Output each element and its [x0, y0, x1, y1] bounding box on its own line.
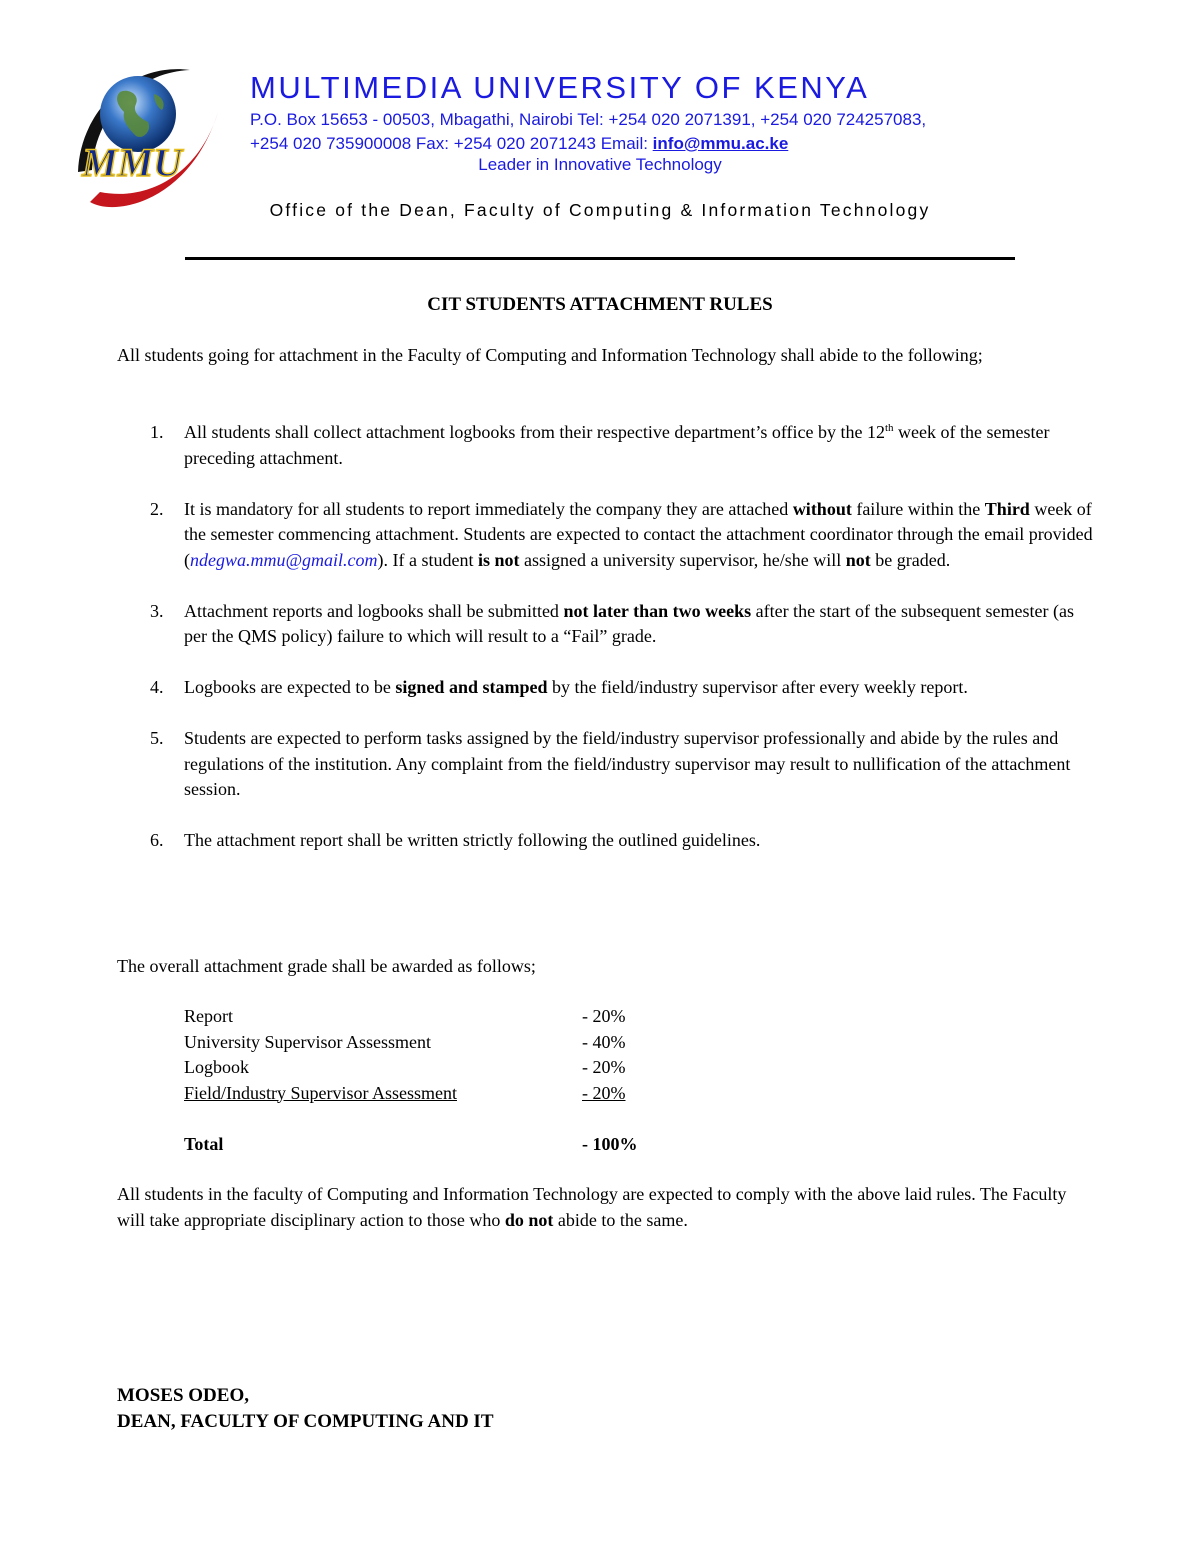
document-title: CIT STUDENTS ATTACHMENT RULES	[427, 294, 773, 315]
grade-value: - 40%	[582, 1031, 626, 1052]
closing-text: All students in the faculty of Computing and Information Technology are expected to comply with the above laid rules. The Faculty will take appropriate disciplinary action to those who	[117, 1184, 1067, 1230]
grade-label: Report	[184, 1006, 233, 1026]
rule-text: assigned a university supervisor, he/she will	[519, 549, 846, 570]
rule-item-1	[117, 420, 1097, 471]
contact-email-link[interactable]: info@mmu.ac.ke	[652, 134, 789, 153]
grade-total-row	[184, 1132, 638, 1158]
rule-item-5	[117, 726, 1097, 803]
rule-text: by the field/industry supervisor after every weekly report.	[547, 677, 968, 697]
rule-number: 3.	[150, 600, 164, 621]
rule-emphasis: not	[845, 549, 871, 570]
rule-text: Logbooks are expected to be	[184, 677, 396, 697]
rule-text: ). If a student	[377, 549, 479, 570]
grade-row	[184, 1081, 638, 1107]
rule-item-4	[117, 675, 1097, 701]
rule-superscript: th	[884, 422, 894, 434]
closing-text: abide to the same.	[553, 1209, 688, 1230]
signer-title: DEAN, FACULTY OF COMPUTING AND IT	[117, 1411, 494, 1432]
rule-emphasis: without	[792, 498, 852, 519]
grade-row	[184, 1055, 638, 1081]
signature-block	[117, 1383, 494, 1435]
grade-spacer	[184, 1106, 638, 1132]
contact-block	[250, 108, 926, 156]
signer-name: MOSES ODEO,	[117, 1385, 249, 1406]
logo-text: MMU	[82, 140, 183, 185]
office-line: Office of the Dean, Faculty of Computing & Information Technology	[269, 200, 931, 220]
closing-emphasis: do not	[504, 1209, 554, 1230]
rule-text: be graded.	[870, 549, 951, 570]
contact-line-1: P.O. Box 15653 - 00503, Mbagathi, Nairobi Tel: +254 020 2071391, +254 020 724257083,	[250, 110, 927, 129]
rule-emphasis: Third	[984, 498, 1030, 519]
rule-text: week of the semester commencing attachment. Students are expected to contact the attachment coordinator through the email provided (	[184, 498, 1093, 570]
rule-text: Students are expected to perform tasks assigned by the field/industry supervisor professionally and abide by the rules and regulations of the institution. Any complaint from the field/industry supervisor may result to nullification of the attachment session.	[184, 728, 1071, 799]
rule-emphasis: is not	[478, 549, 520, 570]
rule-item-2	[117, 497, 1097, 574]
university-logo	[70, 52, 220, 214]
grade-label: University Supervisor Assessment	[184, 1031, 431, 1052]
rule-item-3	[117, 599, 1097, 650]
rule-number: 4.	[150, 677, 164, 697]
rule-text: The attachment report shall be written strictly following the outlined guidelines.	[184, 830, 761, 850]
rule-number: 5.	[150, 728, 164, 748]
grade-table	[184, 1004, 638, 1157]
intro-paragraph: All students going for attachment in the Faculty of Computing and Information Technology shall abide to the following;	[117, 345, 983, 365]
rule-emphasis: not later than two weeks	[563, 600, 752, 621]
contact-line-2	[250, 132, 926, 156]
grade-label: Logbook	[184, 1057, 249, 1077]
rule-text: failure within the	[851, 498, 985, 519]
grade-label: Field/Industry Supervisor Assessment	[184, 1082, 457, 1103]
rule-text: Attachment reports and logbooks shall be submitted	[184, 600, 564, 621]
closing-paragraph	[117, 1182, 1092, 1233]
university-name: MULTIMEDIA UNIVERSITY OF KENYA	[250, 70, 870, 105]
grade-row	[184, 1004, 638, 1030]
contact-line-2-text: +254 020 735900008 Fax: +254 020 2071243 Email:	[250, 134, 653, 153]
rule-number: 6.	[150, 830, 164, 850]
grade-value: - 20%	[582, 1082, 626, 1103]
grade-row	[184, 1030, 638, 1056]
rule-number: 1.	[150, 422, 164, 442]
grade-value: - 20%	[582, 1057, 626, 1077]
grade-total-label: Total	[184, 1133, 224, 1154]
rule-text: All students shall collect attachment logbooks from their respective department’s office by the 12	[184, 422, 885, 442]
rules-list	[117, 420, 1097, 879]
tagline: Leader in Innovative Technology	[478, 155, 722, 174]
rule-text: after the start of the subsequent semester (as per the QMS policy) failure to which will result to a “Fail” grade.	[184, 600, 1074, 646]
rule-text: It is mandatory for all students to report immediately the company they are attached	[184, 498, 793, 519]
coordinator-email-link[interactable]: ndegwa.mmu@gmail.com	[190, 549, 378, 570]
rule-text: week of the semester preceding attachment.	[184, 422, 1050, 468]
grade-value: - 20%	[582, 1006, 626, 1026]
rule-item-6	[117, 828, 1097, 854]
grade-intro: The overall attachment grade shall be awarded as follows;	[117, 956, 536, 976]
grade-total-value: - 100%	[582, 1133, 638, 1154]
header-divider	[185, 257, 1015, 260]
rule-emphasis: signed and stamped	[395, 677, 548, 697]
rule-number: 2.	[150, 498, 164, 519]
